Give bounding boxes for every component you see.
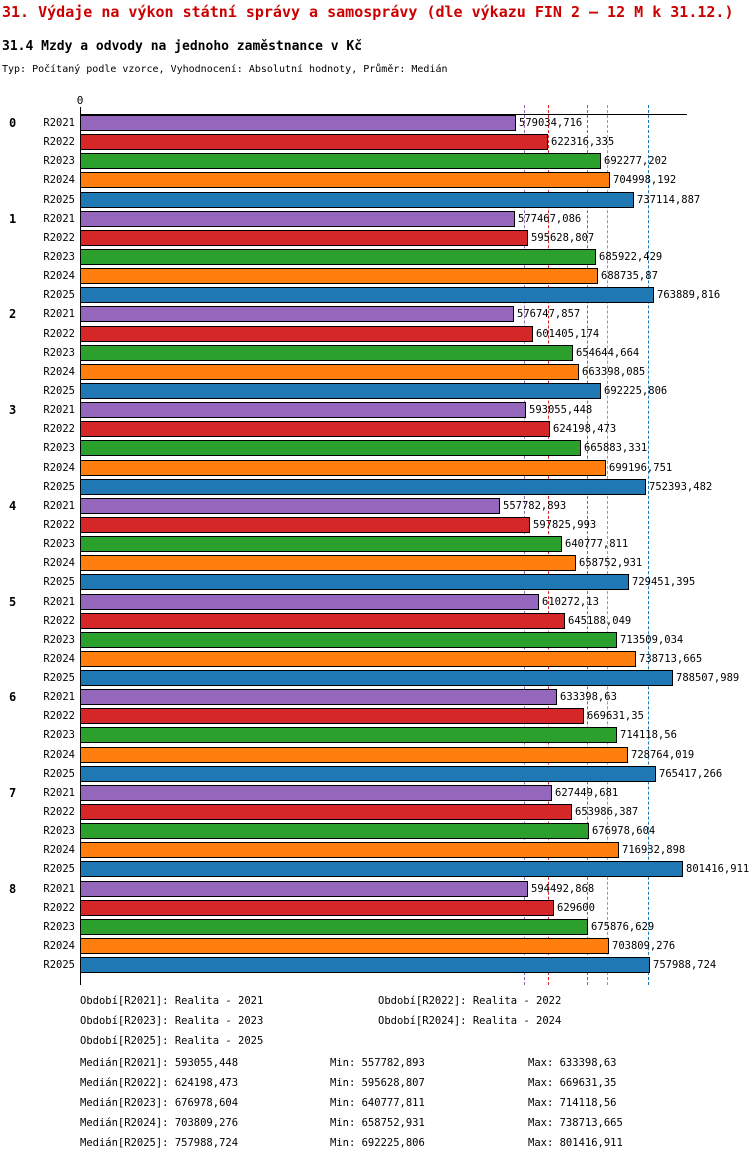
bar-series-label-1-R2025: R2025	[43, 289, 75, 301]
bar-6-R2025	[80, 766, 656, 782]
bar-1-R2021	[80, 211, 515, 227]
chart-subtitle: 31.4 Mzdy a odvody na jednoho zaměstnance v Kč	[2, 39, 363, 54]
bar-series-label-0-R2025: R2025	[43, 194, 75, 206]
legend-period-R2022: Období[R2022]: Realita - 2022	[378, 995, 562, 1007]
bar-value-3-R2023: 665883,331	[584, 442, 648, 454]
stat-min-R2025: Min: 692225,806	[330, 1137, 425, 1149]
bar-series-label-0-R2021: R2021	[43, 117, 75, 129]
stat-max-R2022: Max: 669631,35	[528, 1077, 617, 1089]
bar-6-R2022	[80, 708, 584, 724]
bar-value-3-R2025: 752393,482	[649, 481, 713, 493]
bar-1-R2024	[80, 268, 598, 284]
bar-series-label-3-R2023: R2023	[43, 442, 75, 454]
bar-value-0-R2022: 622316,335	[551, 136, 615, 148]
bar-series-label-0-R2024: R2024	[43, 174, 75, 186]
bar-5-R2024	[80, 651, 636, 667]
bar-5-R2022	[80, 613, 565, 629]
bar-value-3-R2024: 699196,751	[609, 462, 673, 474]
bar-series-label-4-R2021: R2021	[43, 500, 75, 512]
chart-type-line: Typ: Počítaný podle vzorce, Vyhodnocení: Absolutní hodnoty, Průměr: Medián	[2, 64, 448, 75]
bar-1-R2025	[80, 287, 654, 303]
bar-2-R2022	[80, 326, 533, 342]
bar-series-label-5-R2022: R2022	[43, 615, 75, 627]
group-label-3: 3	[9, 403, 17, 417]
bar-series-label-5-R2023: R2023	[43, 634, 75, 646]
bar-value-1-R2024: 688735,87	[601, 270, 658, 282]
group-label-1: 1	[9, 212, 17, 226]
stat-max-R2023: Max: 714118,56	[528, 1097, 617, 1109]
bar-series-label-7-R2025: R2025	[43, 863, 75, 875]
bar-7-R2024	[80, 842, 619, 858]
x-axis-origin-label: 0	[76, 94, 84, 107]
bar-8-R2023	[80, 919, 588, 935]
stat-min-R2021: Min: 557782,893	[330, 1057, 425, 1069]
bar-series-label-3-R2024: R2024	[43, 462, 75, 474]
group-label-5: 5	[9, 595, 17, 609]
bar-series-label-8-R2021: R2021	[43, 883, 75, 895]
bar-series-label-7-R2023: R2023	[43, 825, 75, 837]
group-label-6: 6	[9, 690, 17, 704]
bar-2-R2021	[80, 306, 514, 322]
stat-median-R2023: Medián[R2023]: 676978,604	[80, 1097, 239, 1109]
stat-min-R2022: Min: 595628,807	[330, 1077, 425, 1089]
bar-6-R2024	[80, 747, 628, 763]
bar-series-label-3-R2025: R2025	[43, 481, 75, 493]
bar-1-R2023	[80, 249, 596, 265]
bar-value-7-R2025: 801416,911	[686, 863, 750, 875]
bar-series-label-5-R2021: R2021	[43, 596, 75, 608]
bar-series-label-3-R2021: R2021	[43, 404, 75, 416]
bar-6-R2021	[80, 689, 557, 705]
stat-median-R2022: Medián[R2022]: 624198,473	[80, 1077, 239, 1089]
bar-series-label-1-R2022: R2022	[43, 232, 75, 244]
bar-value-7-R2022: 653986,387	[575, 806, 639, 818]
stat-max-R2024: Max: 738713,665	[528, 1117, 623, 1129]
bar-series-label-8-R2022: R2022	[43, 902, 75, 914]
bar-7-R2021	[80, 785, 552, 801]
bar-value-4-R2023: 640777,811	[565, 538, 629, 550]
bar-series-label-2-R2023: R2023	[43, 347, 75, 359]
bar-series-label-5-R2025: R2025	[43, 672, 75, 684]
bar-series-label-4-R2023: R2023	[43, 538, 75, 550]
bar-2-R2025	[80, 383, 601, 399]
bar-value-2-R2023: 654644,664	[576, 347, 640, 359]
bar-8-R2021	[80, 881, 528, 897]
legend-period-R2025: Období[R2025]: Realita - 2025	[80, 1035, 264, 1047]
bar-value-8-R2021: 594492,868	[531, 883, 595, 895]
bar-series-label-3-R2022: R2022	[43, 423, 75, 435]
legend-period-R2021: Období[R2021]: Realita - 2021	[80, 995, 264, 1007]
stat-median-R2025: Medián[R2025]: 757988,724	[80, 1137, 239, 1149]
bar-value-6-R2024: 728764,019	[631, 749, 695, 761]
bar-3-R2021	[80, 402, 526, 418]
stat-min-R2023: Min: 640777,811	[330, 1097, 425, 1109]
bar-series-label-6-R2023: R2023	[43, 729, 75, 741]
bar-value-4-R2025: 729451,395	[632, 576, 696, 588]
bar-7-R2022	[80, 804, 572, 820]
bar-series-label-2-R2025: R2025	[43, 385, 75, 397]
bar-value-1-R2021: 577467,086	[518, 213, 582, 225]
bar-series-label-7-R2024: R2024	[43, 844, 75, 856]
bar-series-label-6-R2024: R2024	[43, 749, 75, 761]
bar-series-label-6-R2021: R2021	[43, 691, 75, 703]
group-label-0: 0	[9, 116, 17, 130]
bar-value-1-R2023: 685922,429	[599, 251, 663, 263]
stat-max-R2021: Max: 633398,63	[528, 1057, 617, 1069]
bar-value-7-R2024: 716932,898	[622, 844, 686, 856]
bar-value-8-R2025: 757988,724	[653, 959, 717, 971]
group-label-2: 2	[9, 307, 17, 321]
bar-4-R2021	[80, 498, 500, 514]
bar-series-label-0-R2022: R2022	[43, 136, 75, 148]
stat-min-R2024: Min: 658752,931	[330, 1117, 425, 1129]
bar-value-0-R2025: 737114,887	[637, 194, 701, 206]
bar-0-R2021	[80, 115, 516, 131]
bar-5-R2023	[80, 632, 617, 648]
bar-4-R2022	[80, 517, 530, 533]
bar-value-6-R2021: 633398,63	[560, 691, 617, 703]
bar-series-label-1-R2023: R2023	[43, 251, 75, 263]
bar-series-label-8-R2025: R2025	[43, 959, 75, 971]
bar-value-3-R2021: 593055,448	[529, 404, 593, 416]
bar-series-label-7-R2022: R2022	[43, 806, 75, 818]
bar-value-2-R2024: 663398,085	[582, 366, 646, 378]
bar-3-R2023	[80, 440, 581, 456]
group-label-7: 7	[9, 786, 17, 800]
bar-series-label-4-R2022: R2022	[43, 519, 75, 531]
bar-7-R2023	[80, 823, 589, 839]
bar-series-label-2-R2022: R2022	[43, 328, 75, 340]
bar-value-7-R2023: 676978,604	[592, 825, 656, 837]
bar-7-R2025	[80, 861, 683, 877]
bar-8-R2024	[80, 938, 609, 954]
bar-0-R2023	[80, 153, 601, 169]
bar-value-0-R2024: 704998,192	[613, 174, 677, 186]
bar-series-label-4-R2025: R2025	[43, 576, 75, 588]
legend-period-R2023: Období[R2023]: Realita - 2023	[80, 1015, 264, 1027]
bar-series-label-7-R2021: R2021	[43, 787, 75, 799]
bar-0-R2022	[80, 134, 548, 150]
bar-series-label-8-R2023: R2023	[43, 921, 75, 933]
bar-value-0-R2023: 692277,202	[604, 155, 668, 167]
bar-2-R2023	[80, 345, 573, 361]
bar-value-1-R2025: 763889,816	[657, 289, 721, 301]
bar-value-6-R2023: 714118,56	[620, 729, 677, 741]
stat-max-R2025: Max: 801416,911	[528, 1137, 623, 1149]
bar-value-2-R2025: 692225,806	[604, 385, 668, 397]
bar-0-R2025	[80, 192, 634, 208]
bar-4-R2024	[80, 555, 576, 571]
bar-value-7-R2021: 627449,681	[555, 787, 619, 799]
bar-series-label-6-R2022: R2022	[43, 710, 75, 722]
bar-series-label-4-R2024: R2024	[43, 557, 75, 569]
bar-0-R2024	[80, 172, 610, 188]
bar-value-8-R2024: 703809,276	[612, 940, 676, 952]
bar-value-6-R2025: 765417,266	[659, 768, 723, 780]
stat-median-R2021: Medián[R2021]: 593055,448	[80, 1057, 239, 1069]
page-title: 31. Výdaje na výkon státní správy a samosprávy (dle výkazu FIN 2 – 12 M k 31.12.)	[2, 3, 734, 21]
bar-value-2-R2022: 601405,174	[536, 328, 600, 340]
legend-period-R2024: Období[R2024]: Realita - 2024	[378, 1015, 562, 1027]
group-label-4: 4	[9, 499, 17, 513]
bar-value-0-R2021: 579034,716	[519, 117, 583, 129]
group-label-8: 8	[9, 882, 17, 896]
bar-4-R2023	[80, 536, 562, 552]
bar-value-5-R2024: 738713,665	[639, 653, 703, 665]
bar-series-label-5-R2024: R2024	[43, 653, 75, 665]
bar-value-4-R2024: 658752,931	[579, 557, 643, 569]
bar-value-5-R2023: 713509,034	[620, 634, 684, 646]
bar-series-label-2-R2021: R2021	[43, 308, 75, 320]
bar-5-R2025	[80, 670, 673, 686]
bar-value-8-R2022: 629600	[557, 902, 595, 914]
bar-8-R2025	[80, 957, 650, 973]
bar-8-R2022	[80, 900, 554, 916]
bar-value-1-R2022: 595628,807	[531, 232, 595, 244]
bar-value-4-R2022: 597825,993	[533, 519, 597, 531]
bar-series-label-6-R2025: R2025	[43, 768, 75, 780]
bar-4-R2025	[80, 574, 629, 590]
bar-6-R2023	[80, 727, 617, 743]
bar-3-R2025	[80, 479, 646, 495]
bar-value-8-R2023: 675876,629	[591, 921, 655, 933]
bar-value-2-R2021: 576747,857	[517, 308, 581, 320]
bar-5-R2021	[80, 594, 539, 610]
bar-series-label-1-R2024: R2024	[43, 270, 75, 282]
bar-2-R2024	[80, 364, 579, 380]
bar-3-R2024	[80, 460, 606, 476]
bar-1-R2022	[80, 230, 528, 246]
bar-value-5-R2021: 610272,13	[542, 596, 599, 608]
bar-3-R2022	[80, 421, 550, 437]
bar-series-label-8-R2024: R2024	[43, 940, 75, 952]
bar-value-5-R2022: 645188,049	[568, 615, 632, 627]
bar-value-4-R2021: 557782,893	[503, 500, 567, 512]
bar-series-label-2-R2024: R2024	[43, 366, 75, 378]
bar-value-3-R2022: 624198,473	[553, 423, 617, 435]
bar-value-5-R2025: 788507,989	[676, 672, 740, 684]
bar-value-6-R2022: 669631,35	[587, 710, 644, 722]
stat-median-R2024: Medián[R2024]: 703809,276	[80, 1117, 239, 1129]
bar-series-label-1-R2021: R2021	[43, 213, 75, 225]
bar-series-label-0-R2023: R2023	[43, 155, 75, 167]
